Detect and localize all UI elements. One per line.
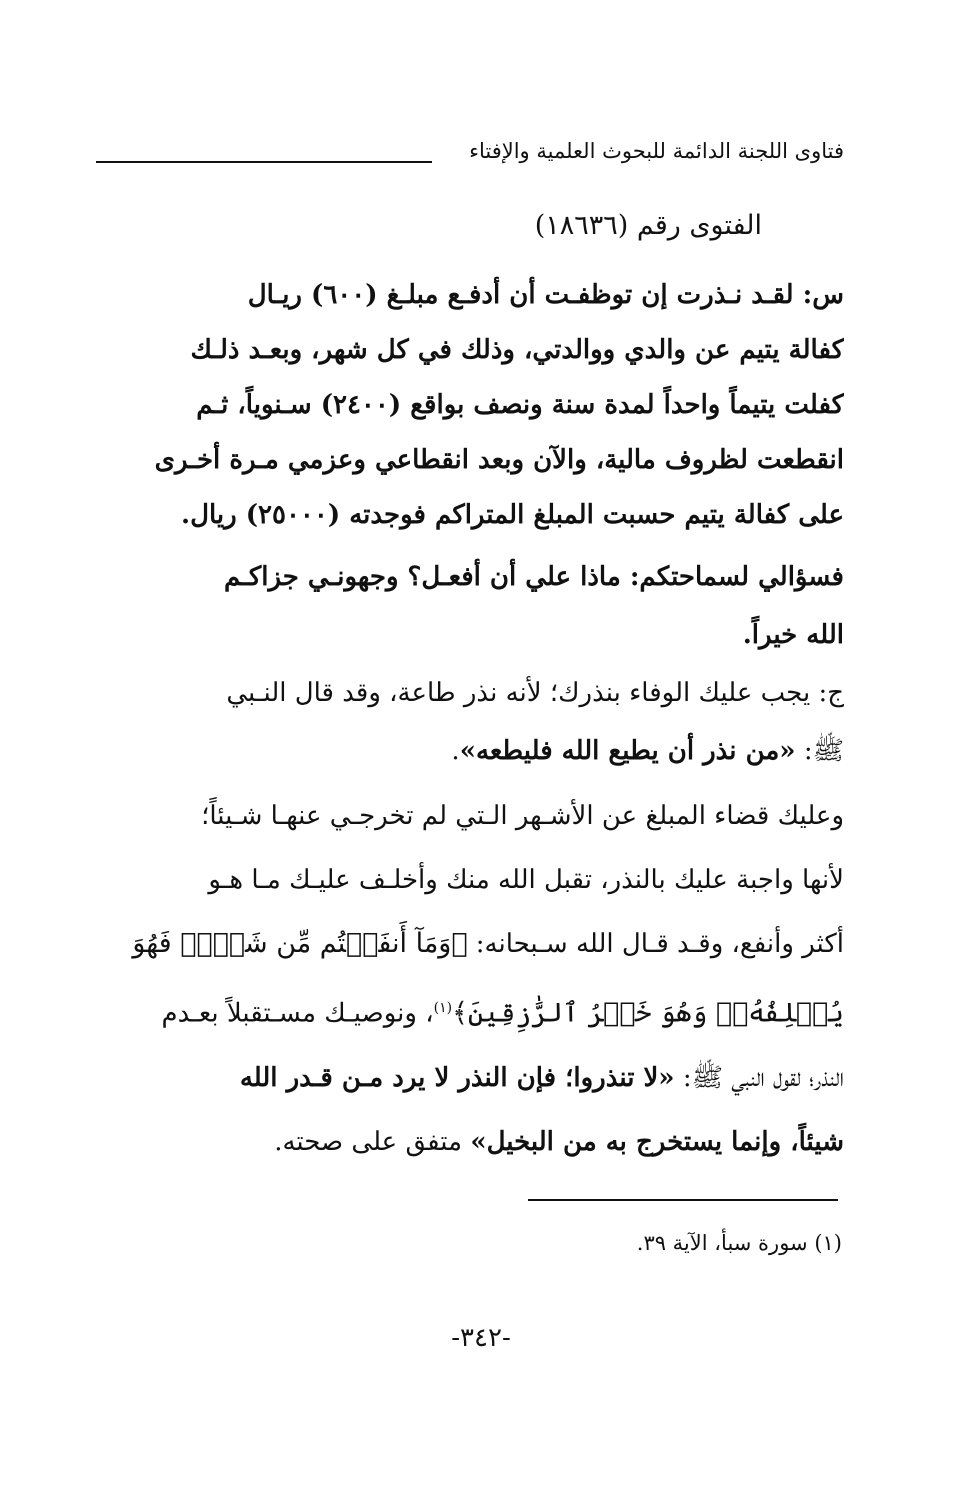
header-rule xyxy=(96,161,432,163)
fatwa-number: الفتوى رقم (١٨٦٣٦) xyxy=(534,210,762,241)
answer-text: أكثر وأنفع، وقـد قـال الله سـبحانه: xyxy=(467,929,844,959)
answer-cont-line: لأنها واجبة عليك بالنذر، تقبل الله منك وأخلـف عليـك مـا هـو xyxy=(208,865,844,895)
answer-line: ج: يجب عليك الوفاء بنذرك؛ لأنه نذر طاعة، وقد قال النـبي xyxy=(226,678,844,708)
prophet-honorific: ﷺ: xyxy=(795,736,844,766)
quran-verse: ﴿وَمَآ أَنفَقۡتُم مِّن شَيۡءٖ فَهُوَ xyxy=(132,928,468,959)
question-line: س: لقـد نـذرت إن توظفـت أن أدفـع مبلـغ (٦٠٠) ريـال xyxy=(247,280,844,310)
answer-continuation xyxy=(112,784,844,1174)
quran-verse: يُخۡلِفُهُۥۖ وَهُوَ خَيۡرُ ٱلرَّٰزِقِينَ﴾ xyxy=(452,997,844,1029)
answer-cont-line xyxy=(112,976,844,1046)
page-number: -٣٤٢- xyxy=(451,1323,511,1353)
question-line: كفلت يتيماً واحداً لمدة سنة ونصف بواقع (٢٤٠٠) سـنوياً، ثـم xyxy=(196,390,844,420)
question-line: انقطعت لظروف مالية، والآن وبعد انقطاعي وعزمي مـرة أخـرى xyxy=(154,445,844,475)
answer-cont-line xyxy=(112,1046,844,1110)
hadith-quote: «لا تنذروا؛ فإن النذر لا يرد مـن قـدر الله xyxy=(239,1062,675,1093)
answer-cont-line xyxy=(112,912,844,976)
question-paragraph xyxy=(112,268,844,543)
answer-paragraph xyxy=(112,664,844,780)
footnote-rule xyxy=(528,1199,838,1201)
footnote: (١) سورة سبأ، الآية ٣٩. xyxy=(636,1231,842,1255)
hadith-quote: شيئاً، وإنما يستخرج به من البخيل» xyxy=(470,1126,844,1157)
answer-line xyxy=(112,722,844,780)
answer-cont-line xyxy=(112,1110,844,1174)
footnote-marker: (١) xyxy=(433,1000,453,1016)
answer-text: النذر؛ لقول النبي ﷺ: xyxy=(674,1062,844,1093)
question-follow-line: فسؤالي لسماحتكم: ماذا علي أن أفعـل؟ وجهونـي جزاكـم xyxy=(223,562,844,592)
answer-text: متفق على صحته. xyxy=(274,1126,471,1157)
question-line: على كفالة يتيم حسبت المبلغ المتراكم فوجدته (٢٥٠٠٠) ريال. xyxy=(181,500,844,530)
answer-cont-line: وعليك قضاء المبلغ عن الأشـهر الـتي لم تخرجـي عنهـا شـيئاً؛ xyxy=(201,801,844,831)
hadith-quote: «من نذر أن يطيع الله فليطعه» xyxy=(459,736,796,766)
question-follow-paragraph xyxy=(112,548,844,664)
question-follow-line: الله خيراً. xyxy=(742,620,844,650)
question-line: كفالة يتيم عن والدي ووالدتي، وذلك في كل شهر، وبعـد ذلـك xyxy=(190,335,844,365)
answer-text: ، ونوصيـك مسـتقبلاً بعـدم xyxy=(161,998,434,1029)
punctuation: . xyxy=(451,736,460,766)
running-header: فتاوى اللجنة الدائمة للبحوث العلمية والإفتاء xyxy=(469,139,844,163)
